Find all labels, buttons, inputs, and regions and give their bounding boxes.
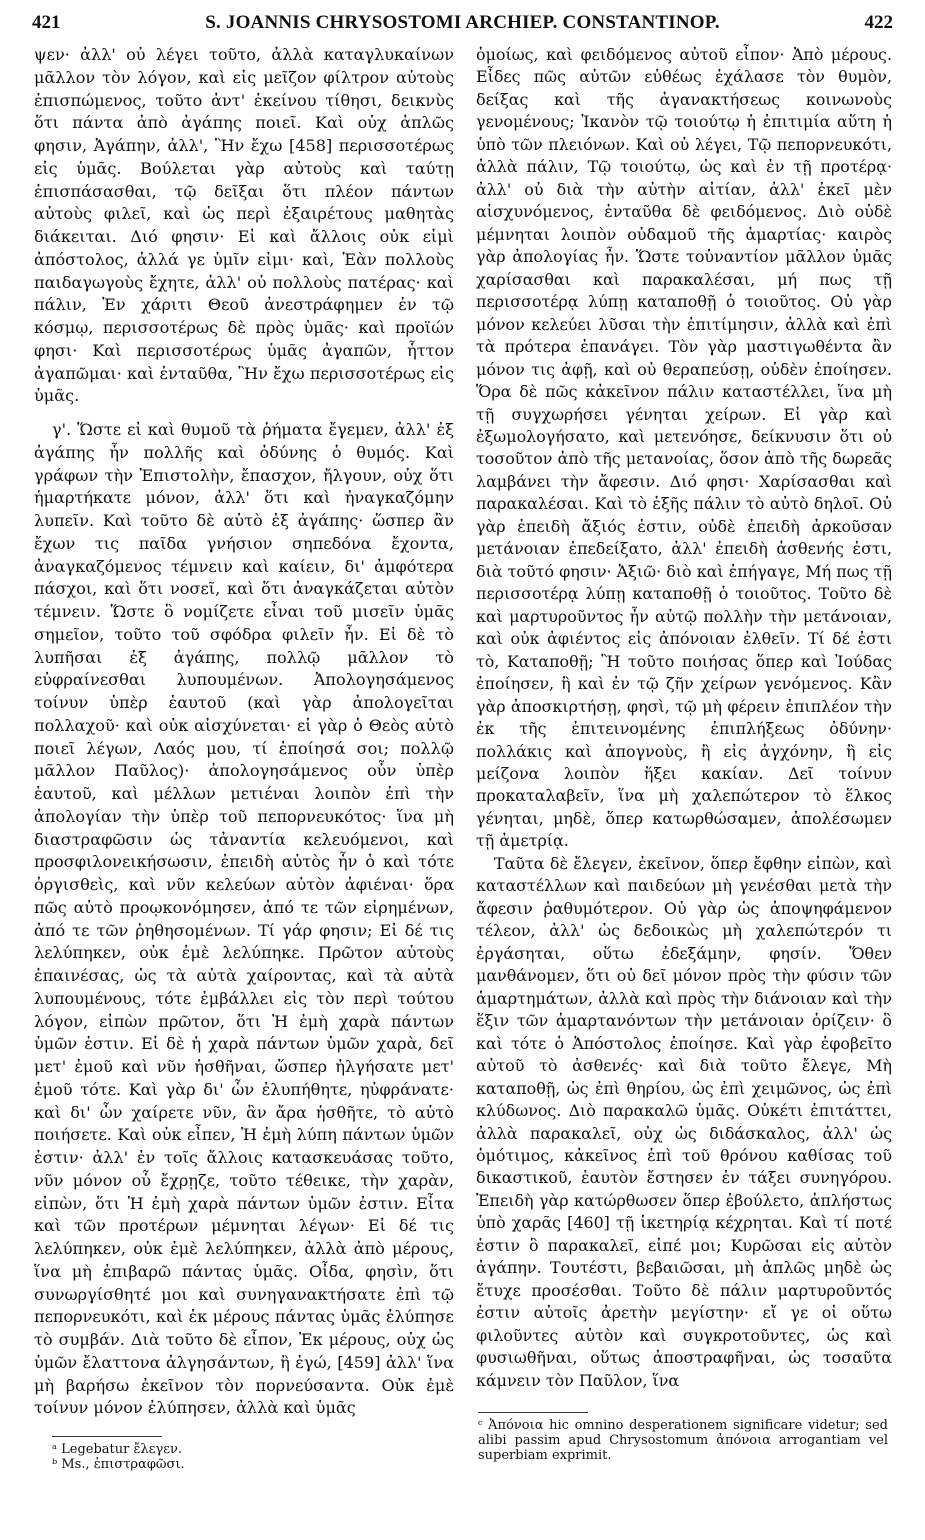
footnote-c: ᶜ Ἀπόνοια hic omnino desperationem significare videtur; sed alibi passim apud Chrysostomum ἀπόνοια arrogantiam vel superbiam exprimit. bbox=[478, 1418, 888, 1463]
right-paragraph-2: Ταῦτα δὲ ἔλεγεν, ἐκεῖνον, ὅπερ ἔφθην εἰπὼν, καὶ καταστέλλων καὶ παιδεύων μὴ γενέσθαι μετὰ τὴν ἄφεσιν ῥαθυμότερον. Οὐ γὰρ ὡς ἀποψηφάμενον τέλεον, ἀλλ' ὡς δεδοικὼς μὴ χαλεπώτερόν τι ἐργάσηται, οὕτω ἐδεξάμην, φησίν. Ὅθεν μανθάνομεν, ὅτι οὐ δεῖ μόνον πρὸς τὴν φύσιν τῶν ἁμαρτημάτων, ἀλλὰ καὶ πρὸς τὴν διάνοιαν καὶ τὴν ἕξιν τῶν ἁμαρτανόντων τὴν μετάνοιαν ὁρίζειν· ὃ καὶ τότε ὁ Ἀπόστολος ἐποίησε. Καὶ γὰρ ἐφοβεῖτο αὐτοῦ τὸ ἀσθενές· καὶ διὰ τοῦτο ἔλεγε, Μὴ καταποθῇ, ὡς ἐπὶ θηρίου, ὡς ἐπὶ χειμῶνος, ὡς ἐπὶ κλύδωνος. Διὸ παρακαλῶ ὑμᾶς. Οὐκέτι ἐπιτάττει, ἀλλὰ παρακαλεῖ, οὐχ ὡς διδάσκαλος, ἀλλ' ὡς ὁμότιμος, κἀκεῖνος ἐπὶ τοῦ θρόνου καθίσας τοῦ δικαστικοῦ, ἑαυτὸν ἔστησεν ἐν τάξει συνηγόρου. Ἐπειδὴ γὰρ κατώρθωσεν ὅπερ ἐβούλετο, ἀπλήστως ὑπὸ χαρᾶς [460] τῇ ἱκετηρίᾳ κέχρηται. Καὶ τί ποτέ ἐστιν ὃ παρακαλεῖ, εἰπέ μοι; Κυρῶσαι εἰς αὐτὸν ἀγάπην. Τουτέστι, βεβαιῶσαι, μὴ ἁπλῶς μηδὲ ὡς ἔτυχε προσέσθαι. Τοῦτο δὲ πάλιν μαρτυροῦντός ἐστιν αὐτοῖς ἀρετὴν μεγίστην· εἴ γε οἱ οὕτω φιλοῦντες αὐτὸν καὶ συγκροτοῦντες, ὡς καὶ φυσιωθῆναι, οὕτως ἀποστραφῆναι, ὡς τοσαῦτα κάμνειν τὸν Παῦλον, ἵνα bbox=[476, 853, 892, 1390]
right-paragraph-1: ὁμοίως, καὶ φειδόμενος αὐτοῦ εἶπον· Ἀπὸ μέρους. Εἶδες πῶς αὐτῶν εὐθέως ἐχάλασε τὸν θυμὸν, δείξας καὶ τῆς ἀγανακτήσεως κοινωνοὺς γενομένους; Ἱκανὸν τῷ τοιούτῳ ἡ ἐπιτιμία αὕτη ἡ ὑπὸ τῶν πλειόνων. Καὶ οὐ λέγει, Τῷ πεπορνευκότι, ἀλλὰ πάλιν, Τῷ τοιούτῳ, ὡς καὶ ἐν τῇ προτέρᾳ· ἀλλ' οὐ διὰ τὴν αὐτὴν αἰτίαν, ἀλλ' ἐκεῖ μὲν αἰσχυνόμενος, ἐνταῦθα δὲ φειδόμενος. Διὸ οὐδὲ μέμνηται λοιπὸν οὐδαμοῦ τῆς ἁμαρτίας· καιρὸς γὰρ ἀπολογίας ἦν. Ὥστε τοὐναντίον μᾶλλον ὑμᾶς χαρίσασθαι καὶ παρακαλέσαι, μή πως τῇ περισσοτέρᾳ λύπῃ καταποθῇ ὁ τοιοῦτος. Οὐ γὰρ μόνον κελεύει λῦσαι τὴν ἐπιτίμησιν, ἀλλὰ καὶ ἐπὶ τὰ πρότερα ἐπανάγει. Τὸν γὰρ μαστιγωθέντα ἂν μόνον τις ἀφῇ, καὶ οὐ θεραπεύσῃ, οὐδὲν ἐποίησεν. Ὅρα δὲ πῶς κἀκεῖνον πάλιν καταστέλλει, ἵνα μὴ τῇ συγχωρήσει γένηται χείρων. Εἰ γὰρ καὶ ἐξωμολογήσατο, καὶ μετενόησε, δείκνυσιν ὅτι οὐ τοσοῦτον ἀπὸ τῆς μετανοίας, ὅσον ἀπὸ τῆς δωρεᾶς λαμβάνει τὴν ἄφεσιν. Διό φησι· Χαρίσασθαι καὶ παρακαλέσαι. Καὶ τὸ ἑξῆς πάλιν τὸ αὐτὸ δηλοῖ. Οὐ γὰρ ἐπειδὴ ἄξιός ἐστιν, οὐδὲ ἐπειδὴ ἀρκοῦσαν μετάνοιαν ἐπεδείξατο, ἀλλ' ἐπειδὴ ἀσθενής ἐστι, διὰ τοῦτό φησιν· Ἀξιῶ· διὸ καὶ ἐπήγαγε, Μή πως τῇ περισσοτέρᾳ λύπῃ καταποθῇ ὁ τοιοῦτος. Τοῦτο δὲ καὶ μαρτυροῦντος ἦν αὐτῷ πολλὴν τὴν μετάνοιαν, καὶ οὐκ ἀφιέντος εἰς ἀπόνοιαν ἐλθεῖν. Τί δέ ἐστι τὸ, Καταποθῇ; Ἢ τοῦτο ποιήσας ὅπερ καὶ Ἰούδας ἐποίησεν, ἢ καὶ ἐν τῷ ζῆν χείρων γενόμενος. Κἂν γὰρ ἀποσκιρτήσῃ, φησὶ, τῷ μὴ φέρειν ἐπιπλέον τὴν ἐκ τῆς ἐπιτεινομένης ἐπιπλήξεως ὀδύνην· πολλάκις καὶ ἀπογνοὺς, ἢ εἰς ἀγχόνην, ἢ εἰς μείζονα λοιπὸν ἥξει κακίαν. Δεῖ τοίνυν προκαταλαβεῖν, ἵνα μὴ χαλεπώτερον τὸ ἕλκος γένηται, μηδὲ, ὅπερ κατωρθώσαμεν, ἀπολέσωμεν τῇ ἀμετρίᾳ. bbox=[476, 45, 892, 851]
paragraph-gap bbox=[34, 408, 454, 419]
left-column bbox=[34, 44, 454, 1420]
footnote-rule-right bbox=[478, 1412, 588, 1413]
right-column bbox=[476, 44, 892, 1392]
footnote-b: ᵇ Ms., ἐπιστραφῶσι. bbox=[52, 1457, 185, 1472]
left-paragraph-2: γ'. Ὥστε εἰ καὶ θυμοῦ τὰ ῥήματα ἔγεμεν, ἀλλ' ἐξ ἀγάπης ἦν πολλῆς καὶ ὀδύνης ὁ θυμός. Καὶ γράφων τὴν Ἐπιστολὴν, ἔπασχον, ἤλγουν, οὐχ ὅτι ἡμαρτήκατε μόνον, ἀλλ' ὅτι καὶ ἠναγκαζόμην λυπεῖν. Καὶ τοῦτο δὲ αὐτὸ ἐξ ἀγάπης· ὥσπερ ἂν ἔχων τις παῖδα γνήσιον σηπεδόνα ἔχοντα, ἀναγκαζόμενος τέμνειν καὶ καίειν, δι' ἀμφότερα πάσχοι, καὶ ὅτι νοσεῖ, καὶ ὅτι ἀναγκάζεται αὐτὸν τέμνειν. Ὥστε ὃ νομίζετε εἶναι τοῦ μισεῖν ὑμᾶς σημεῖον, τοῦτο τοῦ σφόδρα φιλεῖν ἦν. Εἰ δὲ τὸ λυπῆσαι ἐξ ἀγάπης, πολλῷ μᾶλλον τὸ εὐφραίνεσθαι λυπουμένων. Ἀπολογησάμενος τοίνυν ὑπὲρ ἑαυτοῦ (καὶ γὰρ ἀπολογεῖται πολλαχοῦ· καὶ οὐκ αἰσχύνεται· εἰ γὰρ ὁ Θεὸς αὐτὸ ποιεῖ λέγων, Λαός μου, τί ἐποίησά σοι; πολλῷ μᾶλλον Παῦλος)· ἀπολογησάμενος οὖν ὑπὲρ ἑαυτοῦ, καὶ μέλλων μετιέναι λοιπὸν ἐπὶ τὴν ἀπολογίαν τὴν ὑπὲρ τοῦ πεπορνευκότος· ἵνα μὴ διαστραφῶσιν ὡς τἀναντία κελευόμενοι, καὶ προσφιλονεικήσωσιν, ἐπειδὴ αὐτὸς ἦν ὁ καὶ τότε ὀργισθεὶς, καὶ νῦν κελεύων αὐτὸν ἀφιέναι· ὅρα πῶς αὐτὸ προῳκονόμησεν, ἀπό τε τῶν εἰρημένων, ἀπό τε τῶν ῥηθησομένων. Τί γάρ φησιν; Εἰ δέ τις λελύπηκεν, οὐκ ἐμὲ λελύπηκε. Πρῶτον αὐτοὺς ἐπαινέσας, ὡς τὰ αὐτὰ χαίροντας, καὶ τὰ αὐτὰ λυπουμένους, τότε ἐμβάλλει εἰς τὸν περὶ τούτου λόγον, εἰπὼν πρῶτον, ὅτι Ἡ ἐμὴ χαρὰ πάντων ὑμῶν ἐστιν. Εἰ δὲ ἡ χαρὰ πάντων ὑμῶν χαρὰ, δεῖ μετ' ἐμοῦ καὶ νῦν ἡσθῆναι, ὥσπερ ἠλγήσατε μετ' ἐμοῦ τότε. Καὶ γὰρ δι' ὧν ἐλυπήθητε, ηὐφράνατε· καὶ δι' ὧν χαίρετε νῦν, ἂν ἄρα ἡσθῆτε, τὸ αὐτὸ ποιήσετε. Καὶ οὐκ εἶπεν, Ἡ ἐμὴ λύπη πάντων ὑμῶν ἐστιν· ἀλλ' ἐν τοῖς ἄλλοις κατασκευάσας τοῦτο, νῦν μόνον οὗ ἔχρῃζε, τοῦτο τέθεικε, τὴν χαρὰν, εἰπὼν, ὅτι Ἡ ἐμὴ χαρὰ πάντων ὑμῶν ἐστιν. Εἶτα καὶ τῶν προτέρων μέμνηται λέγων· Εἰ δέ τις λελύπηκεν, οὐκ ἐμὲ λελύπηκεν, ἀλλὰ ἀπὸ μέρους, ἵνα μὴ ἐπιβαρῶ πάντας ὑμᾶς. Οἶδα, φησὶν, ὅτι συνωργίσθητέ μοι καὶ συνηγανακτήσατε ἐπὶ τῷ πεπορνευκότι, καὶ ἐκ μέρους πάντας ὑμᾶς ἐλύπησε τὸ συμβάν. Διὰ τοῦτο δὲ εἶπον, Ἐκ μέρους, οὐχ ὡς ὑμῶν ἔλαττονα ἀλγησάντων, ἢ ἐγώ, [459] ἀλλ' ἵνα μὴ βαρήσω ἐκεῖνον τὸν πορνεύσαντα. Οὐκ ἐμὲ τοίνυν μόνον ἐλύπησεν, ἀλλὰ καὶ ὑμᾶς bbox=[34, 420, 454, 1418]
running-header bbox=[32, 12, 893, 38]
page-number-right: 422 bbox=[864, 12, 893, 33]
footnote-a: ᵃ Legebatur ἔλεγεν. bbox=[52, 1442, 182, 1457]
running-title: S. JOANNIS CHRYSOSTOMI ARCHIEP. CONSTANTINOP. bbox=[205, 12, 720, 33]
left-paragraph-1: ψεν· ἀλλ' οὐ λέγει τοῦτο, ἀλλὰ καταγλυκαίνων μᾶλλον τὸν λόγον, καὶ εἰς μεῖζον φίλτρον αὐτοὺς ἐπισπώμενος, τοῦτο ἀντ' ἐκείνου τίθησι, δεικνὺς ὅτι πάντα ἀπὸ ἀγάπης ποιεῖ. Καὶ οὐχ ἁπλῶς φησιν, Ἀγάπην, ἀλλ', Ἣν ἔχω [458] περισσοτέρως εἰς ὑμᾶς. Βούλεται γὰρ αὐτοὺς καὶ ταύτῃ ἐπισπάσασθαι, τῷ δεῖξαι ὅτι πλέον πάντων αὐτοὺς φιλεῖ, καὶ ὡς περὶ ἐξαιρέτους μαθητὰς διάκειται. Διό φησιν· Εἰ καὶ ἄλλοις οὐκ εἰμὶ ἀπόστολος, ἀλλά γε ὑμῖν εἰμι· καὶ, Ἐὰν πολλοὺς παιδαγωγοὺς ἔχητε, ἀλλ' οὐ πολλοὺς πατέρας· καὶ πάλιν, Ἐν χάριτι Θεοῦ ἀνεστράφημεν ἐν τῷ κόσμῳ, περισσοτέρως δὲ πρὸς ὑμᾶς· καὶ προϊών φησι· Καὶ περισσοτέρως ὑμᾶς ἀγαπῶν, ἧττον ἀγαπῶμαι· καὶ ἐνταῦθα, Ἣν ἔχω περισσοτέρως εἰς ὑμᾶς. bbox=[34, 45, 454, 406]
footnote-rule-left bbox=[52, 1436, 162, 1437]
page-number-left: 421 bbox=[32, 12, 61, 33]
footnotes-left bbox=[52, 1442, 352, 1472]
